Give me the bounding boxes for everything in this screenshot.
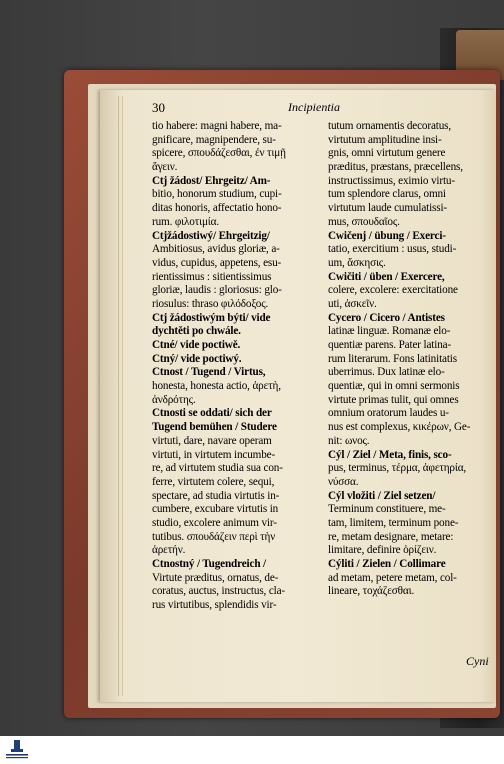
entry-headword-line: Ctjžádostiwý/ Ehrgeitzig/ (152, 229, 270, 242)
entry-headword-line: Cýliti / Zielen / Collimare (328, 558, 446, 570)
text-line: re, ad virtutem studia sua con- (152, 462, 283, 475)
text-line: omnium oratorum laudes u- (328, 407, 449, 420)
text-line: tum splendore clarus, omni (328, 188, 446, 201)
right-column (328, 120, 494, 599)
text-line: virtutum laude cumulatissi- (328, 202, 447, 215)
text-line: ditas honoris, affectatio hono- (152, 202, 282, 215)
text-line: ἄγειν. (152, 161, 178, 174)
text-line: præditus, præstans, præcellens, (328, 161, 463, 174)
text-line: νύσσα. (328, 475, 359, 488)
text-line: spicere, σπουδάζεσθαι, ἐν τιμῇ (152, 147, 286, 160)
entry-headword-line: Tugend bemühen / Studere (152, 421, 277, 434)
text-line: gloriæ, laudis : gloriosus: glo- (152, 284, 282, 297)
text-line: colere, excolere: exercitatione (328, 284, 458, 297)
text-line: nit: ωνος. (328, 434, 370, 447)
text-line: ἀνδρότης. (152, 393, 196, 406)
text-line: limitare, definire ὁρίζειν. (328, 544, 437, 557)
text-line: gnis, omni virtutum genere (328, 147, 446, 160)
text-line: uti, ἀσκεῖν. (328, 297, 377, 310)
text-line: Terminum constituere, me- (328, 503, 446, 516)
entry-headword-line: Ctnostný / Tugendreich / (152, 558, 267, 570)
text-line: ferre, virtutem colere, sequi, (152, 475, 275, 488)
text-line: virtuti, in virtutem incumbe- (152, 448, 276, 461)
text-line: rientissimus : sitientissimus (152, 270, 272, 283)
text-line: vidus, cupidus, appetens, esu- (152, 256, 282, 269)
text-line: virtuti, dare, navare operam (152, 434, 272, 447)
text-line: uberrimus. Dux latinæ elo- (328, 366, 445, 379)
text-line: spectare, ad studia virtutis in- (152, 489, 280, 502)
text-line: studio, excolere animum vir- (152, 516, 277, 529)
text-line: Virtute præditus, ornatus, de- (152, 571, 279, 584)
text-line: tatio, exercitium : usus, studi- (328, 243, 457, 256)
entry-headword-line: Ctj žádost/ Ehrgeitz/ Am- (152, 174, 271, 187)
text-line: ἀρετήν. (152, 544, 186, 557)
running-head: Incipientia (288, 100, 340, 114)
text-line: tutibus. σπουδάζειν περὶ τὴν (152, 530, 276, 543)
entry-headword-line: Cwičiti / üben / Exercere, (328, 270, 445, 283)
text-line: lineare, τοχάζεσθαι. (328, 585, 415, 598)
entry-headword-line: Cýl vložiti / Ziel setzen/ (328, 489, 436, 502)
page-header (152, 100, 492, 116)
entry-headword-line: Ctnost / Tugend / Virtus, (152, 366, 266, 379)
text-line: cumbere, excubare virtutis in (152, 503, 279, 516)
gutter-edges (118, 96, 123, 696)
text-line: pus, terminus, τέρμα, ἀφετηρία, (328, 462, 467, 475)
text-line: virtute primas tulit, qui omnes (328, 393, 459, 406)
text-line: tutum ornamentis decoratus, (328, 120, 452, 132)
catchword: Cyni (466, 654, 489, 668)
text-line: coratus, auctus, instructus, cla- (152, 585, 285, 598)
left-column (152, 120, 320, 613)
text-line: tam, limitem, terminum pone- (328, 516, 459, 529)
entry-headword-line: Ctj žádostiwým býti/ vide (152, 311, 271, 324)
text-line: um, ἄσκησις. (328, 256, 386, 269)
entry-headword-line: Ctný/ vide poctiwý. (152, 352, 242, 365)
text-line: virtutum amplitudine insi- (328, 133, 442, 146)
text-line: gnificare, magnipendere, su- (152, 133, 276, 146)
entry-headword-line: dychtěti po chwále. (152, 325, 241, 338)
text-line: quentiæ parens. Pater latina- (328, 339, 452, 351)
text-line: rus virtutibus, splendidis vir- (152, 599, 277, 612)
entry-headword-line: Ctnosti se oddati/ sich der (152, 407, 272, 420)
page-number: 30 (152, 100, 165, 115)
text-line: re, metam designare, metare: (328, 530, 454, 543)
text-line: nus est complexus, κικέρων, Ge- (328, 421, 471, 434)
entry-headword-line: Cwičenj / übung / Exerci- (328, 229, 446, 242)
text-line: bitio, honorum studium, cupi- (152, 188, 282, 201)
entry-headword-line: Cycero / Cicero / Antistes (328, 311, 445, 324)
text-line: mus, σπουδαῖος. (328, 215, 400, 228)
text-line: instructissimus, eximio virtu- (328, 174, 455, 187)
text-line: riosulus: thraso φιλόδοξος. (152, 297, 269, 310)
text-line: tio habere: magni habere, ma- (152, 120, 282, 132)
text-line: Ambitiosus, avidus gloriæ, a- (152, 243, 280, 256)
text-line: latinæ linguæ. Romanæ elo- (328, 325, 451, 338)
entry-headword-line: Cýl / Ziel / Meta, finis, sco- (328, 448, 452, 461)
text-line: rum literarum. Fons latinitatis (328, 352, 457, 365)
text-line: rum. φιλοτιμία. (152, 215, 220, 228)
text-line: ad metam, petere metam, col- (328, 571, 457, 584)
viewer-footer (0, 736, 504, 764)
entry-headword-line: Ctné/ vide poctiwě. (152, 339, 241, 351)
text-line: honesta, honesta actio, ἀρετὴ, (152, 380, 281, 393)
text-line: quentiæ, qui in omni sermonis (328, 380, 460, 393)
library-logo-icon[interactable] (2, 738, 32, 762)
